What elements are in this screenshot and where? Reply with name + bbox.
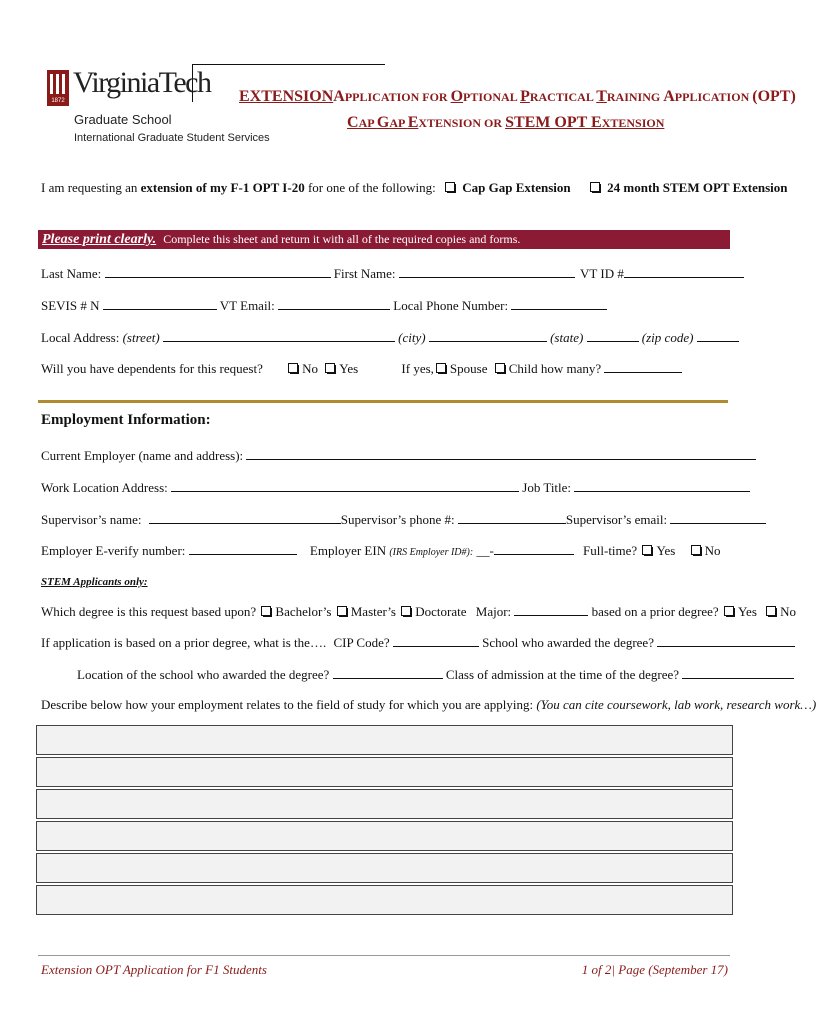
office-name: International Graduate Student Services [74,132,270,144]
vt-logo-mark [47,70,69,106]
major-field[interactable] [514,603,588,616]
prior-degree-row: If application is based on a prior degree, what is the…. CIP Code? School who awarded the degree? [41,634,795,651]
vt-email-field[interactable] [278,297,390,310]
stem-extension-label: 24 month STEM OPT Extension [607,180,788,195]
current-employer-field[interactable] [246,447,756,460]
child-count-field[interactable] [604,360,682,373]
masters-checkbox[interactable] [337,606,347,616]
prior-no-checkbox[interactable] [766,606,776,616]
description-line-2[interactable] [36,757,733,787]
fulltime-no-checkbox[interactable] [691,545,701,555]
description-line-1[interactable] [36,725,733,755]
cap-gap-label: Cap Gap Extension [462,180,571,195]
degree-row: Which degree is this request based upon? Bachelor’s Master’s Doctorate Major: based on a prior degree? Yes No [41,604,797,619]
banner-text: Complete this sheet and return it with all of the required copies and forms. [163,232,521,246]
description-line-3[interactable] [36,789,733,819]
street-field[interactable] [163,329,395,342]
dependents-row: Will you have dependents for this request? No Yes If yes, Spouse Child how many? [41,360,682,377]
first-name-field[interactable] [399,265,575,278]
employment-divider [38,400,728,403]
doctorate-checkbox[interactable] [401,606,411,616]
request-line: I am requesting an extension of my F-1 OPT I-20 for one of the following: Cap Gap Extension 24 month STEM OPT Extension [41,180,788,195]
everify-field[interactable] [189,542,297,555]
describe-row: Describe below how your employment relates to the field of study for which you are applying: (You can cite coursework, lab work, research work…) [41,697,816,712]
sevis-field[interactable] [103,297,217,310]
school-name: Graduate School [74,112,172,127]
last-name-field[interactable] [105,265,331,278]
bachelors-checkbox[interactable] [261,606,271,616]
description-line-6[interactable] [36,885,733,915]
logo-year: 1872 [51,98,65,104]
dependents-no-checkbox[interactable] [288,363,298,373]
logo-wordmark: VirginiaTech [73,66,211,99]
vt-logo [44,66,211,110]
footer-left: Extension OPT Application for F1 Students [41,962,267,977]
school-location-row: Location of the school who awarded the degree? Class of admission at the time of the degree? [77,666,794,683]
job-title-field[interactable] [574,479,750,492]
description-line-4[interactable] [36,821,733,851]
current-employer-row: Current Employer (name and address): [41,447,756,464]
stem-extension-checkbox[interactable] [590,182,600,192]
supervisor-email-field[interactable] [670,511,766,524]
class-admission-field[interactable] [682,666,794,679]
employer-ids-row: Employer E-verify number: Employer EIN (IRS Employer ID#): __- Full-time? Yes No [41,543,721,558]
child-checkbox[interactable] [495,363,505,373]
city-field[interactable] [429,329,547,342]
fulltime-yes-checkbox[interactable] [642,545,652,555]
supervisor-row: Supervisor’s name: Supervisor’s phone #: Supervisor’s email: [41,511,766,528]
vt-id-field[interactable] [624,265,744,278]
form-title-line2: CAP GAP EXTENSION OR STEM OPT EXTENSION [347,114,665,131]
employment-heading: Employment Information: [41,412,211,428]
supervisor-phone-field[interactable] [458,511,566,524]
dependents-yes-checkbox[interactable] [325,363,335,373]
page-number: 1 of 2 [581,962,612,977]
form-title-line1: EXTENSIONAPPLICATION FOR OPTIONAL PRACTICAL TRAINING APPLICATION (OPT) [239,88,796,105]
cap-gap-checkbox[interactable] [445,182,455,192]
work-location-field[interactable] [171,479,519,492]
stem-heading: STEM Applicants only: [41,576,148,588]
supervisor-name-field[interactable] [149,511,341,524]
school-awarded-field[interactable] [657,634,795,647]
description-line-5[interactable] [36,853,733,883]
work-location-row: Work Location Address: Job Title: [41,479,750,496]
prior-yes-checkbox[interactable] [724,606,734,616]
banner-bold: Please print clearly. [42,232,157,247]
header-top-rule [192,64,385,65]
school-location-field[interactable] [333,666,443,679]
spouse-checkbox[interactable] [436,363,446,373]
address-row: Local Address: (street) (city) (state) (zip code) [41,329,739,346]
local-phone-field[interactable] [511,297,607,310]
cip-code-field[interactable] [393,634,479,647]
instruction-banner [38,230,730,249]
ein-field[interactable]: __- [476,543,573,558]
zip-field[interactable] [697,329,739,342]
name-row: Last Name: First Name: VT ID # [41,265,744,282]
sevis-row: SEVIS # N VT Email: Local Phone Number: [41,297,607,314]
footer-right: 1 of 2| Page (September 17) [581,962,728,977]
footer-rule [38,955,730,956]
state-field[interactable] [587,329,639,342]
